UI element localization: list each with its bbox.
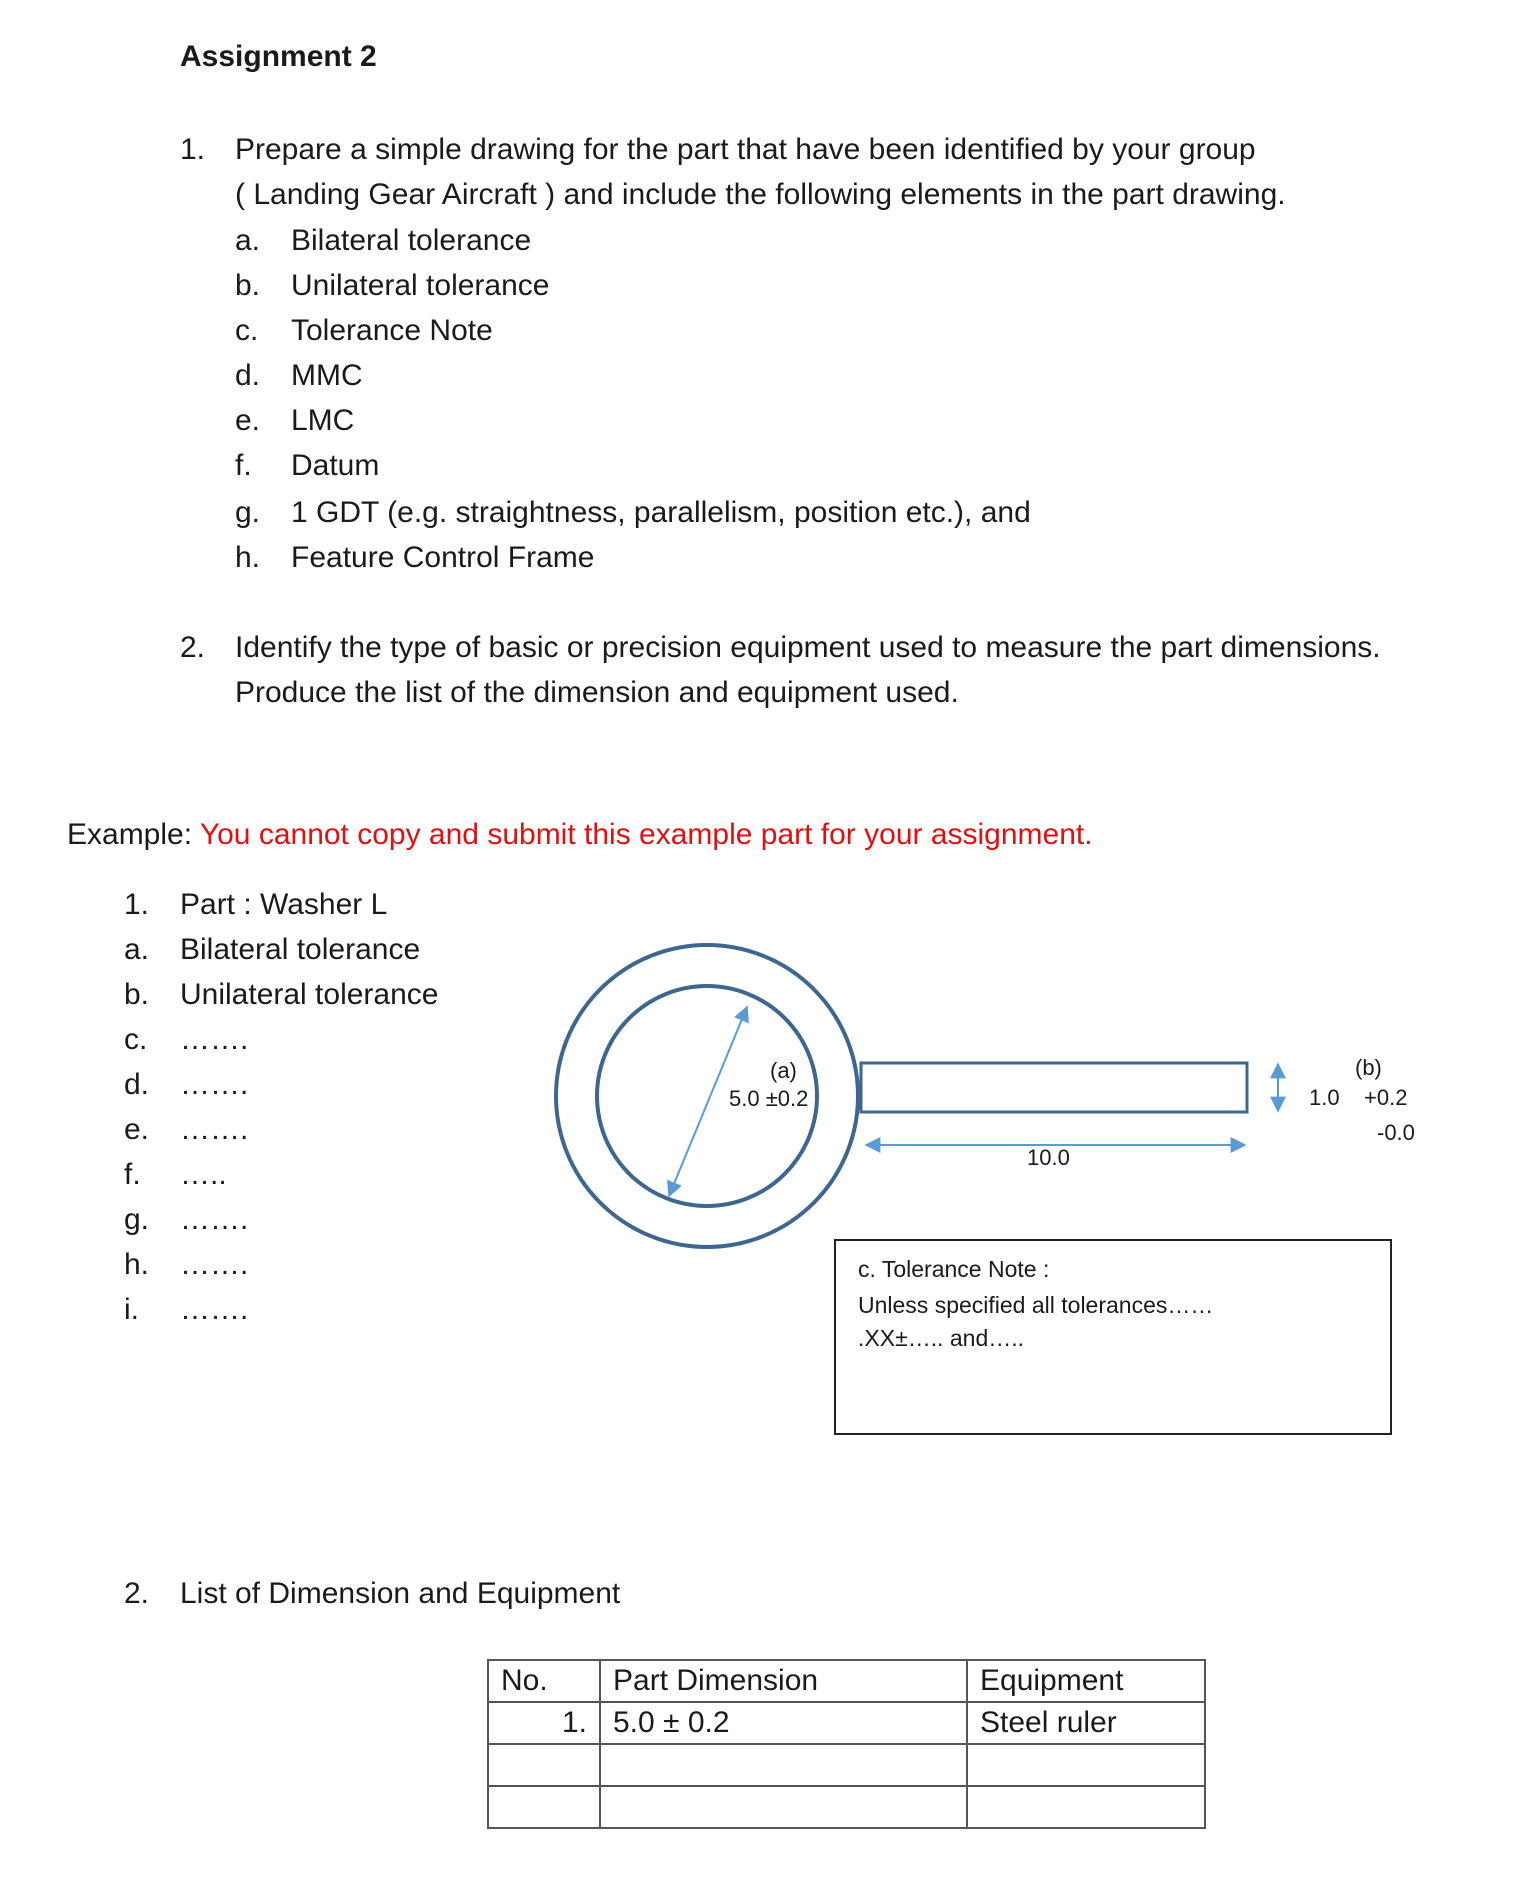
- item-text: …….: [180, 1203, 249, 1236]
- item-letter: e.: [235, 404, 261, 437]
- item-text: Bilateral tolerance: [291, 224, 532, 257]
- item-letter: g.: [124, 1203, 150, 1236]
- item-text: 1 GDT (e.g. straightness, parallelism, position etc.), and: [291, 496, 1031, 529]
- item-letter: f.: [235, 449, 252, 482]
- item-text: Unilateral tolerance: [291, 269, 550, 302]
- item-text: Bilateral tolerance: [180, 933, 421, 966]
- item-text: …….: [180, 1113, 249, 1146]
- item-letter: i.: [124, 1293, 139, 1326]
- table-cell: [600, 1786, 967, 1828]
- table-cell: [967, 1744, 1205, 1786]
- header-no: No.: [488, 1660, 600, 1702]
- list-number: 2.: [124, 1577, 150, 1610]
- list-title: List of Dimension and Equipment: [180, 1577, 621, 1610]
- part-number: 1.: [124, 888, 150, 921]
- item-letter: b.: [124, 978, 150, 1011]
- table-cell: [967, 1786, 1205, 1828]
- item-text: Tolerance Note: [291, 314, 493, 347]
- table-cell: 1.: [488, 1702, 600, 1744]
- table-cell: 5.0 ± 0.2: [600, 1702, 967, 1744]
- item-text: MMC: [291, 359, 363, 392]
- item-letter: b.: [235, 269, 261, 302]
- item-text: …..: [180, 1158, 227, 1191]
- tolerance-note-box: [834, 1239, 1392, 1435]
- item-text: Feature Control Frame: [291, 541, 595, 574]
- question-number: 1.: [180, 133, 206, 166]
- table-row: [488, 1744, 1205, 1786]
- question-line: ( Landing Gear Aircraft ) and include the following elements in the part drawing.: [235, 178, 1286, 211]
- table-cell: [488, 1744, 600, 1786]
- item-letter: f.: [124, 1158, 141, 1191]
- table-cell: [488, 1786, 600, 1828]
- question-line: Prepare a simple drawing for the part that have been identified by your group: [235, 133, 1256, 166]
- tolerance-note-line: .XX±….. and…..: [858, 1325, 1025, 1351]
- dimension-a-label: (a): [770, 1058, 797, 1083]
- item-letter: d.: [124, 1068, 150, 1101]
- dimension-equipment-table: [487, 1659, 1206, 1829]
- item-letter: h.: [124, 1248, 150, 1281]
- washer-outer-circle: [556, 945, 858, 1247]
- item-letter: e.: [124, 1113, 150, 1146]
- item-text: LMC: [291, 404, 355, 437]
- question-number: 2.: [180, 631, 206, 664]
- table-cell: [600, 1744, 967, 1786]
- table-cell: Steel ruler: [967, 1702, 1205, 1744]
- item-text: …….: [180, 1068, 249, 1101]
- dimension-b-label: (b): [1355, 1055, 1382, 1080]
- item-text: Datum: [291, 449, 380, 482]
- item-text: …….: [180, 1293, 249, 1326]
- item-letter: c.: [235, 314, 259, 347]
- table-row: [488, 1786, 1205, 1828]
- part-text: Part : Washer L: [180, 888, 388, 921]
- question-line: Produce the list of the dimension and equipment used.: [235, 676, 959, 709]
- dimension-a-value: 5.0 ±0.2: [729, 1086, 809, 1111]
- item-letter: a.: [235, 224, 261, 257]
- item-text: …….: [180, 1023, 249, 1056]
- item-letter: h.: [235, 541, 261, 574]
- item-text: …….: [180, 1248, 249, 1281]
- length-dimension-value: 10.0: [1027, 1145, 1070, 1170]
- tolerance-note-line: Unless specified all tolerances……: [858, 1292, 1214, 1318]
- item-text: Unilateral tolerance: [180, 978, 439, 1011]
- header-part-dimension: Part Dimension: [600, 1660, 967, 1702]
- washer-tab-rectangle: [861, 1063, 1247, 1112]
- dimension-b-nominal: 1.0: [1309, 1085, 1340, 1110]
- dimension-b-upper: +0.2: [1364, 1085, 1408, 1110]
- table-header-row: [488, 1660, 1205, 1702]
- example-label: Example:: [67, 818, 193, 851]
- item-letter: d.: [235, 359, 261, 392]
- page-title: Assignment 2: [180, 40, 377, 73]
- dimension-b-lower: -0.0: [1377, 1120, 1415, 1145]
- tolerance-note-heading: c. Tolerance Note :: [858, 1256, 1050, 1282]
- item-letter: a.: [124, 933, 150, 966]
- question-line: Identify the type of basic or precision equipment used to measure the part dimensions.: [235, 631, 1381, 664]
- item-letter: g.: [235, 496, 261, 529]
- example-warning: You cannot copy and submit this example part for your assignment.: [199, 818, 1093, 851]
- header-equipment: Equipment: [967, 1660, 1205, 1702]
- table-row: [488, 1702, 1205, 1744]
- item-letter: c.: [124, 1023, 148, 1056]
